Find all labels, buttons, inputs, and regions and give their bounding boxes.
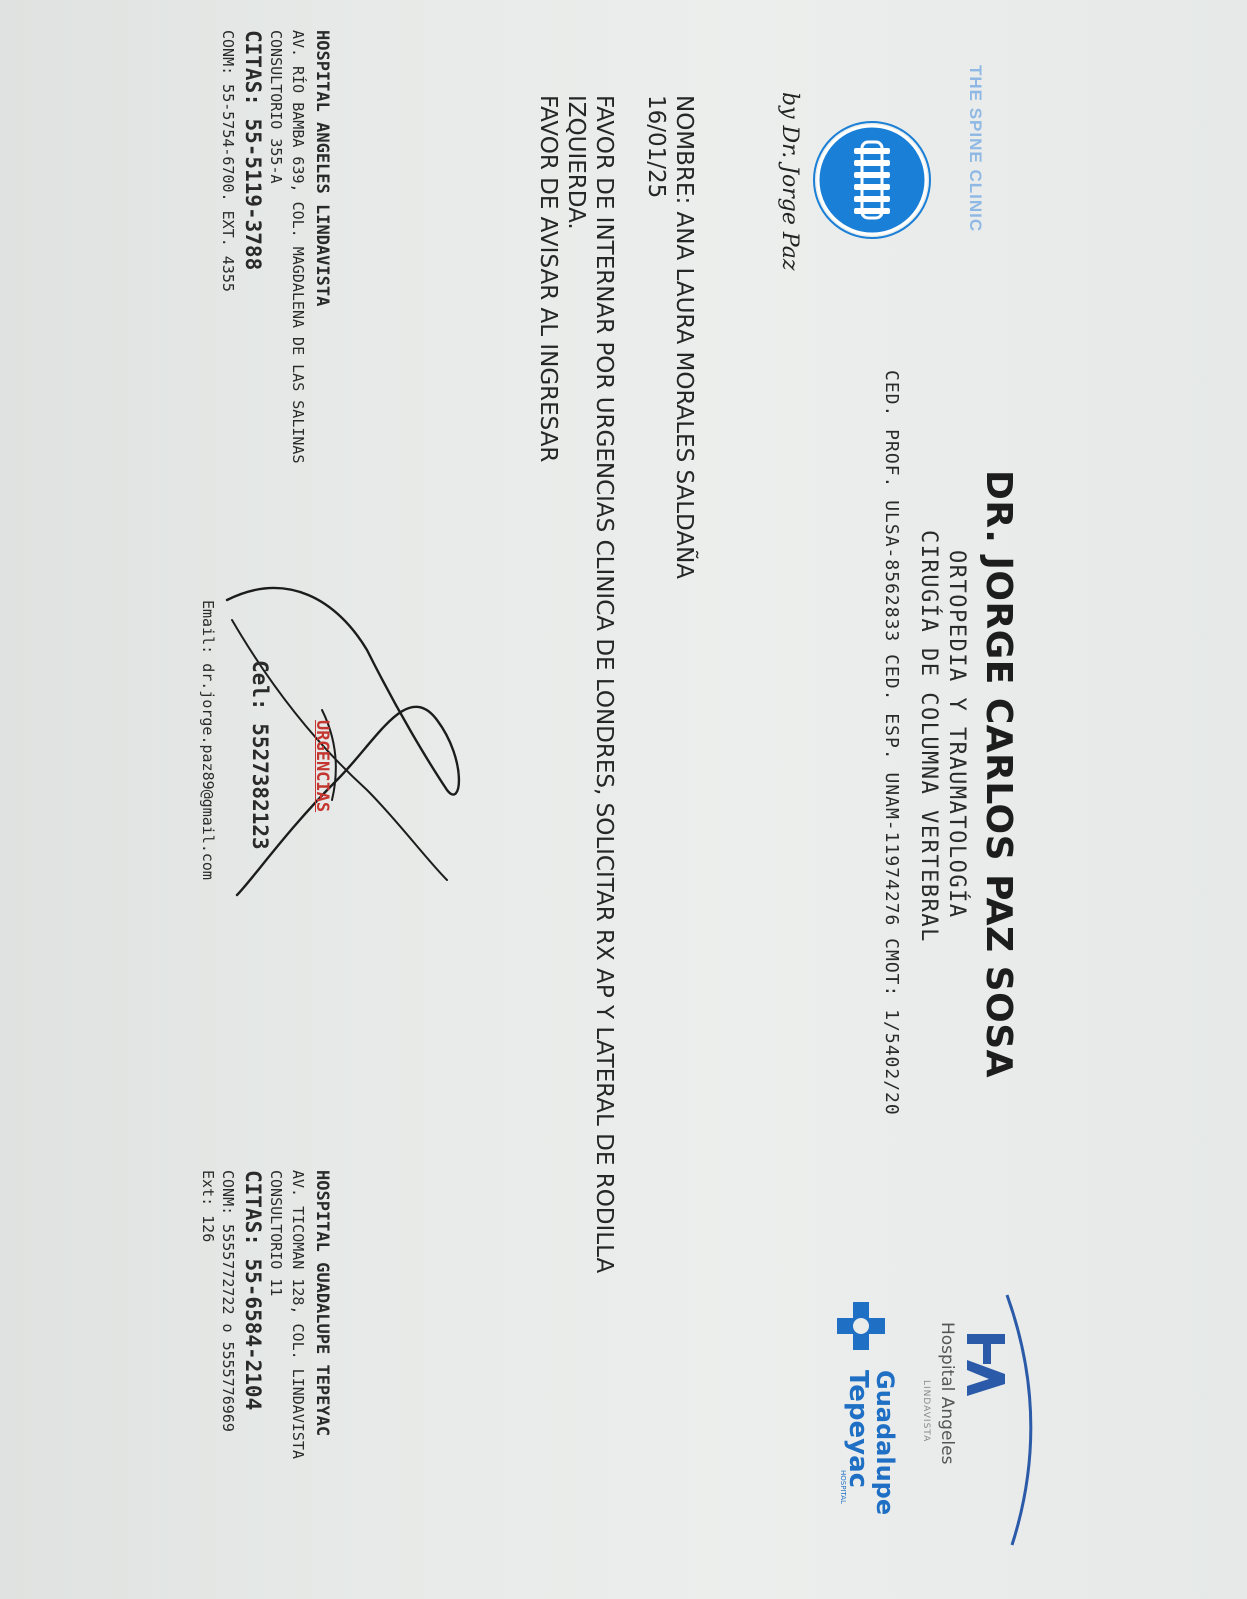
credentials-line: CED. PROF. ULSA-8562833 CED. ESP. UNAM-11974276 CMOT: 1/5402/20 — [881, 370, 902, 1116]
specialty-line-1: ORTOPEDIA Y TRAUMATOLOGÍA — [944, 550, 969, 919]
cell-phone: Cel: 5527382123 — [248, 660, 272, 850]
instruction-line-2: IZQUIERDA. — [563, 95, 589, 230]
email-address: Email: dr.jorge.paz89@gmail.com — [199, 600, 217, 880]
footer-left-address: AV. RÍO BAMBA 639, COL. MAGDALENA DE LAS SALINAS — [289, 30, 307, 464]
footer-right-office: CONSULTORIO 11 — [267, 1170, 285, 1297]
angeles-swoosh-icon — [1002, 1290, 1042, 1550]
hospital-angeles-subtitle: LINDAVISTA — [921, 1380, 931, 1443]
urgencias-label: URGENCIAS — [312, 720, 332, 813]
footer-right-citas: CITAS: 55-6584-2104 — [241, 1170, 265, 1411]
footer-left-citas: CITAS: 55-5119-3788 — [241, 30, 265, 271]
footer-left-office: CONSULTORIO 355-A — [267, 30, 285, 184]
guadalupe-tepeyac-logo-icon — [835, 1300, 887, 1352]
footer-right-ext: Ext: 126 — [199, 1170, 217, 1243]
doctor-name: DR. JORGE CARLOS PAZ SOSA — [978, 470, 1019, 1078]
byline-signature-logo: by Dr. Jorge Paz — [777, 92, 802, 271]
patient-name: NOMBRE: ANA LAURA MORALES SALDAÑA — [671, 95, 697, 580]
footer-right-conm: CONM: 5555772722 o 5555776969 — [219, 1170, 237, 1432]
footer-left-hospital: HOSPITAL ANGELES LINDAVISTA — [312, 30, 332, 307]
footer-right-hospital: HOSPITAL GUADALUPE TEPEYAC — [312, 1170, 332, 1437]
prescription-date: 16/01/25 — [643, 95, 669, 199]
specialty-line-2: CIRUGÍA DE COLUMNA VERTEBRAL — [916, 530, 941, 943]
footer-left-conm: CONM: 55-5754-6700. EXT. 4355 — [219, 30, 237, 292]
footer-right-address: AV. TICOMAN 128, COL. LINDAVISTA — [289, 1170, 307, 1459]
spine-clinic-logo-icon — [812, 120, 932, 240]
instruction-line-3: FAVOR DE AVISAR AL INGRESAR — [535, 95, 561, 463]
hospital-angeles-wordmark: Hospital Angeles — [937, 1322, 957, 1465]
instruction-line-1: FAVOR DE INTERNAR POR URGENCIAS CLINICA DE LONDRES, SOLICITAR RX AP Y LATERAL DE RODILLA — [591, 95, 617, 1274]
tepeyac-wordmark: Tepeyac — [843, 1370, 873, 1489]
spine-clinic-wordmark: THE SPINE CLINIC — [966, 65, 985, 233]
guadalupe-tepeyac-subtitle: HOSPITAL — [839, 1470, 847, 1504]
guadalupe-wordmark: Guadalupe — [871, 1370, 899, 1516]
